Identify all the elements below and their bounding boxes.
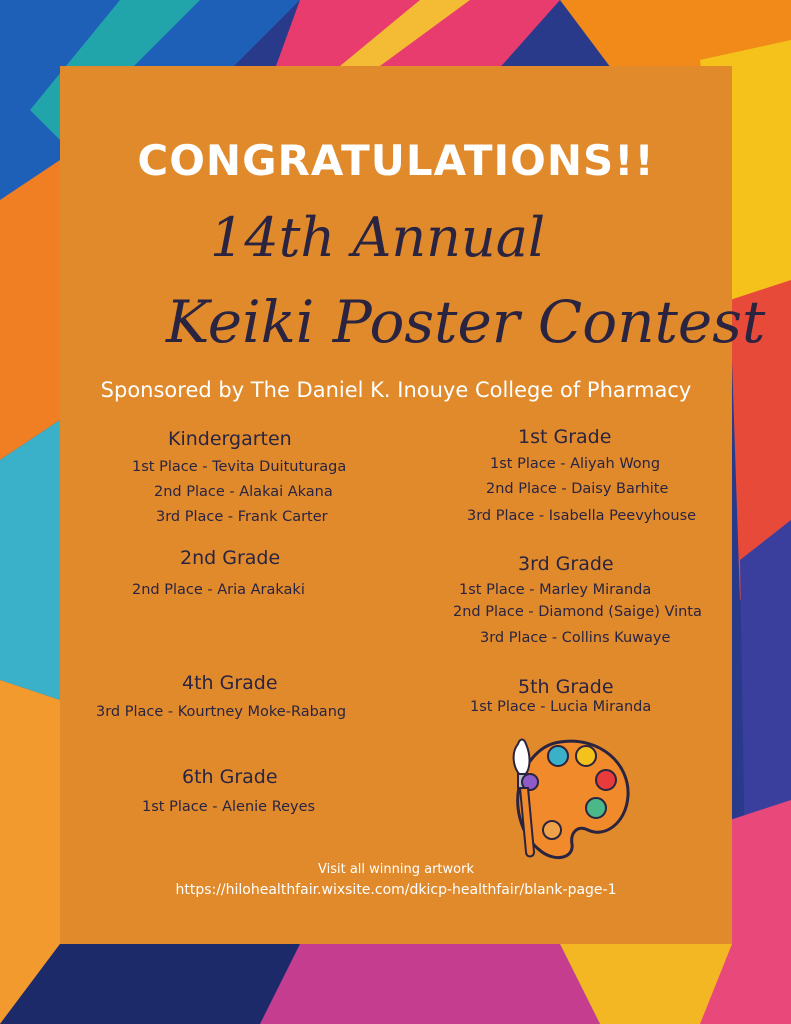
grade5-heading: 5th Grade [518, 676, 614, 698]
grade1-heading: 1st Grade [518, 426, 612, 448]
grade3-heading: 3rd Grade [518, 553, 614, 575]
grade3-winner: 2nd Place - Diamond (Saige) Vinta [453, 604, 702, 620]
kindergarten-heading: Kindergarten [168, 428, 292, 450]
grade2-winner: 2nd Place - Aria Arakaki [132, 582, 305, 598]
kindergarten-winner: 3rd Place - Frank Carter [156, 509, 328, 525]
grade1-winner: 3rd Place - Isabella Peevyhouse [467, 508, 697, 524]
grade5-winner: 1st Place - Lucia Miranda [470, 699, 652, 715]
grade1-winner: 2nd Place - Daisy Barhite [486, 481, 669, 497]
grade3-winner: 3rd Place - Collins Kuwaye [480, 630, 671, 646]
grade3-winner: 1st Place - Marley Miranda [459, 582, 652, 598]
artwork-link[interactable]: https://hilohealthfair.wixsite.com/dkicp-healthfair/blank-page-1 [175, 882, 617, 898]
kindergarten-winner: 2nd Place - Alakai Akana [154, 484, 333, 500]
contest-title-line2: Keiki Poster Contest [166, 288, 766, 356]
grade1-winner: 1st Place - Aliyah Wong [490, 456, 661, 472]
congrats-heading: CONGRATULATIONS!! [137, 136, 655, 185]
grade4-winner: 3rd Place - Kourtney Moke-Rabang [96, 704, 347, 720]
grade4-heading: 4th Grade [182, 672, 278, 694]
sponsor-line: Sponsored by The Daniel K. Inouye College of Pharmacy [100, 378, 692, 402]
kindergarten-winner: 1st Place - Tevita Duituturaga [132, 459, 347, 475]
contest-title-line1: 14th Annual [210, 206, 546, 269]
grade6-winner: 1st Place - Alenie Reyes [142, 799, 316, 815]
grade2-heading: 2nd Grade [180, 547, 281, 569]
grade6-heading: 6th Grade [182, 766, 278, 788]
paint-palette-icon [500, 734, 635, 864]
announcement-card [60, 66, 766, 944]
visit-label: Visit all winning artwork [318, 862, 474, 877]
